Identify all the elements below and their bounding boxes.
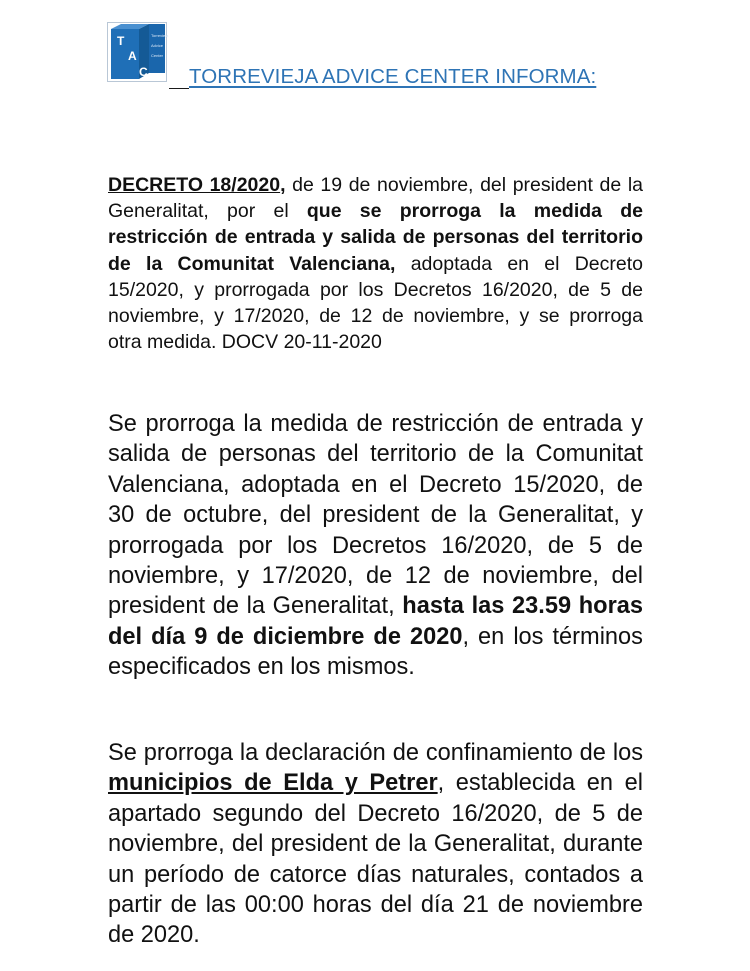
confinement-text-2: , establecida en el apartado segundo del Decreto 16/2020, de 5 de noviembre, del president de la Generalitat, durante un período de catorce días naturales, contados a partir de las 00:00 horas del día 21 de noviembre de 2020. [108, 770, 643, 949]
decree-text-2: adoptada en el Decreto 15/2020, y prorrogada por los Decretos 16/2020, de 5 de noviembre, y 17/2020, de 12 de noviembre, y se prorroga otra medida. DOCV 20-11-2020 [108, 252, 643, 354]
extension-deadline: hasta las 23.59 horas del día 9 de diciembre de 2020 [108, 593, 644, 650]
decree-paragraph [108, 172, 643, 355]
confinement-text-1: Se prorroga la declaración de confinamiento de los [108, 740, 643, 766]
confinement-paragraph [108, 738, 643, 951]
logo-small-text-3: Center [151, 53, 164, 58]
decree-code-comma: , [280, 174, 286, 196]
header-underline-mark [169, 88, 189, 89]
logo-small-text-1: Torrevieja [151, 33, 169, 38]
extension-paragraph [108, 409, 643, 683]
header-title: TORREVIEJA ADVICE CENTER INFORMA: [189, 65, 597, 88]
logo-small-text-2: Advice [151, 43, 164, 48]
extension-text-1: Se prorroga la medida de restricción de entrada y salida de personas del territorio de la Comunitat Valenciana, adoptada en el Decreto 15/2020, de 30 de octubre, del president de la Generalitat, y prorrogada por los Decretos 16/2020, de 5 de noviembre, y 17/2020, de 12 de noviembre, del president de la Generalitat, [108, 411, 643, 620]
decree-bold-text: que se prorroga la medida de restricción de entrada y salida de personas del territorio de la Comunitat Valenciana, [108, 200, 643, 275]
logo-letter-t: T [117, 34, 125, 48]
extension-text-2: , en los términos especificados en los mismos. [108, 623, 643, 681]
decree-code: DECRETO 18/2020 [108, 174, 281, 196]
logo-letter-a: A [128, 49, 137, 63]
document-header [107, 22, 667, 92]
tac-logo [107, 22, 167, 82]
decree-text-1: de 19 de noviembre, del president de la Generalitat, por el [108, 174, 643, 223]
logo-letter-c: C [139, 65, 148, 79]
confinement-municipalities: municipios de Elda y Petrer [108, 770, 438, 797]
